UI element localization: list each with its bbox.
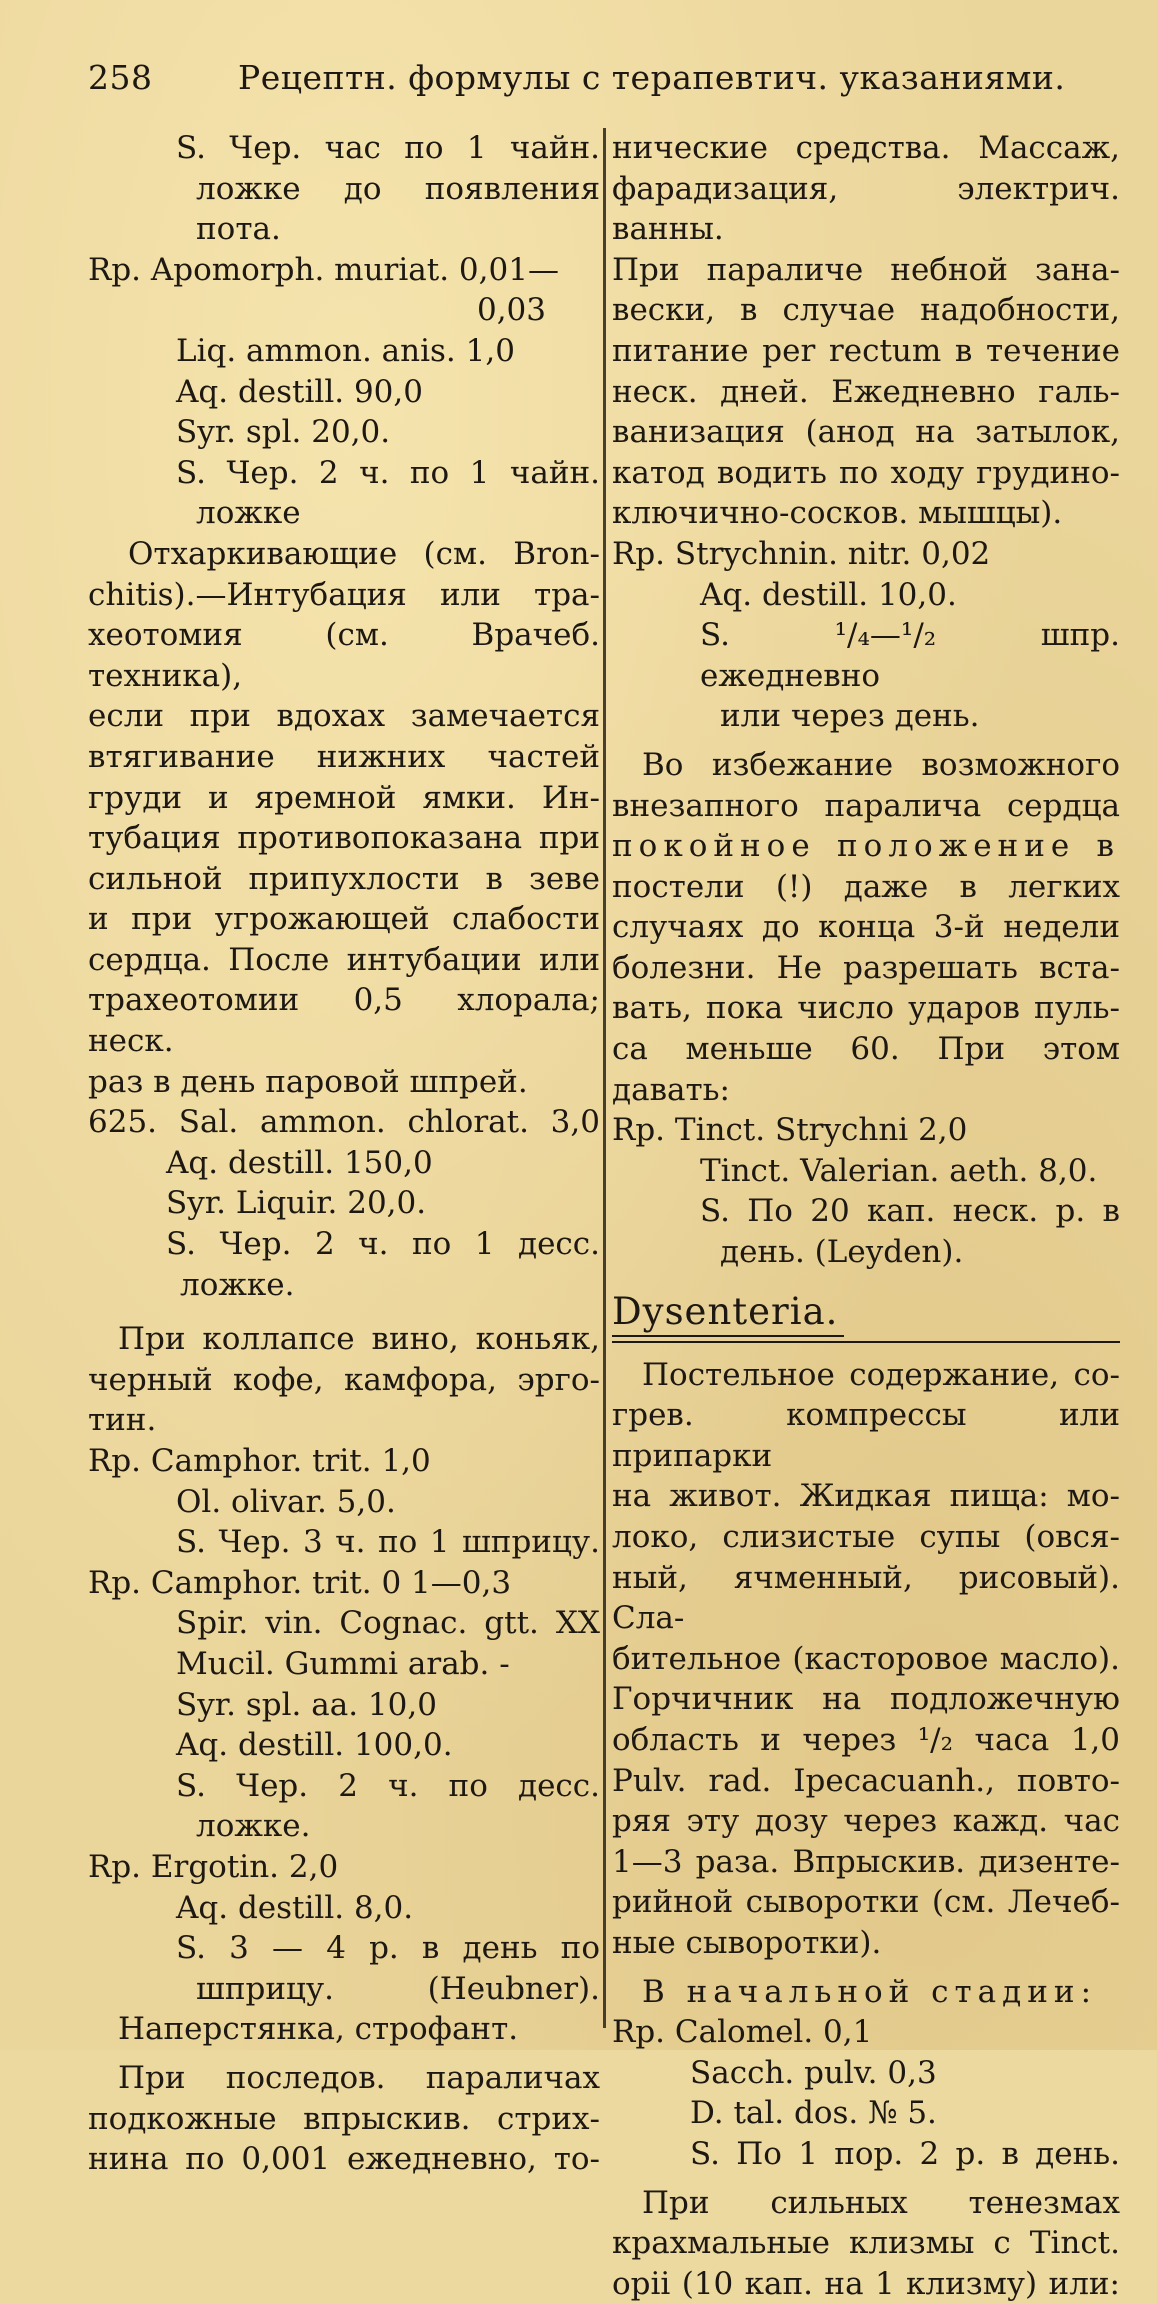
text-line: область и через ¹/₂ часа 1,0 [612,1721,1120,1758]
column-divider [603,128,606,2028]
text-line: Rp. Camphor. trit. 1,0 [88,1443,431,1479]
text-line: локо, слизистые супы (овся- [612,1519,1120,1555]
spacer [612,1964,1120,1972]
text-line: болезни. Не разрешать вста- [612,949,1120,986]
text-line: S. Чер. час по 1 чайн. [176,130,600,166]
text-line: S. Чер. 2 ч. по 1 чайн. [176,454,600,491]
text-line: шприцу. (Heubner). [196,1970,600,2007]
text-line: пота. [196,211,281,248]
text-line: При сильных тенезмах [642,2184,1120,2221]
text-line: Syr. spl. 20,0. [176,414,391,451]
text-line: 625. Sal. ammon. chlorat. 3,0 [88,1104,600,1141]
text-line: Sacch. pulv. 0,3 [690,2054,937,2091]
text-line: Mucil. Gummi arab. - [176,1645,510,1682]
section-title: Dysenteria. [612,1289,844,1337]
text-line: D. tal. dos. № 5. [690,2095,937,2132]
spacer [88,1305,600,1319]
text-line: бительное (касторовое масло). [612,1640,1120,1677]
text-line: втягивание нижних частей [88,738,600,775]
right-column-top-text [612,128,1120,1273]
text-line: тубация противопоказана при [88,820,600,857]
running-title: Рецептн. формулы с терапевтич. указаниями. [238,58,1066,97]
text-line: внезапного паралича сердца [612,787,1120,824]
text-line: грев. компрессы или припарки [612,1397,1120,1474]
text-line: подкожные впрыскив. стрих- [88,2100,600,2137]
page-header [88,58,1088,108]
text-line: S. Чер. 3 ч. по 1 шприцу. [176,1524,600,1561]
text-line: хеотомия (см. Врачеб. техника), [88,617,600,694]
text-line: ные сыворотки). [612,1924,882,1961]
text-line: Rp. Ergotin. 2,0 [88,1848,339,1885]
text-line: Aq. destill. 100,0. [176,1727,453,1764]
text-line: Отхаркивающие (см. Bron- [128,535,600,572]
text-line: Tinct. Valerian. aeth. 8,0. [700,1152,1098,1189]
text-line: 0,03 [476,292,546,329]
text-line: катод водить по ходу грудино- [612,454,1120,491]
text-line: Liq. ammon. anis. 1,0 [176,332,515,369]
text-line: При параличе небной зана- [612,251,1120,288]
text-line: раз в день паровой шпрей. [88,1063,528,1100]
text-line: Rp. Camphor. trit. 0 1—0,3 [88,1564,512,1601]
text-line: случаях до конца 3-й недели [612,909,1120,946]
text-line: Spir. vin. Cognac. gtt. XX [176,1605,600,1642]
text-line: крахмальные клизмы с Tinct. [612,2225,1120,2262]
right-column [612,128,1120,2304]
text-line: S. По 20 кап. неск. р. в [700,1193,1120,1230]
page-number: 258 [88,58,153,97]
text-line: S. Чер. 2 ч. по 1 десс. [166,1226,600,1263]
spacer [612,2175,1120,2183]
section-rule [612,1341,1120,1343]
text-line: груди и яремной ямки. Ин- [88,779,600,816]
text-line: сильной припухлости в зеве [88,860,600,897]
text-line: ложке. [196,1808,311,1845]
text-line: S. 3 — 4 р. в день по [176,1930,600,1967]
text-line: Rp. Calomel. 0,1 [612,2014,873,2051]
right-column-bottom-text [612,1355,1120,2304]
text-line: Pulv. rad. Ipecacuanh., повто- [612,1762,1120,1799]
text-line: са меньше 60. При этом давать: [612,1031,1120,1108]
text-line: ный, ячменный, рисовый). Сла- [612,1559,1120,1637]
text-line: 1—3 раза. Впрыскив. дизенте- [612,1843,1120,1880]
text-line: Aq. destill. 90,0 [176,373,423,410]
text-line: Syr. Liquir. 20,0. [166,1185,427,1222]
text-line: Aq. destill. 150,0 [166,1144,433,1181]
text-line: на живот. Жидкая пища: мо- [612,1478,1120,1515]
text-line: вать, пока число ударов пуль- [612,990,1120,1027]
text-line: Наперстянка, строфант. [118,2011,519,2048]
text-line: или через день. [720,698,980,735]
text-line: Syr. spl. aa. 10,0 [176,1686,437,1723]
text-line: питание per rectum в течение [612,332,1120,369]
text-line: нические средства. Массаж, [612,130,1120,166]
text-line: Aq. destill. 10,0. [700,576,957,613]
text-line: черный кофе, камфора, эрго- [88,1361,600,1398]
text-line: нина по 0,001 ежедневно, то- [88,2141,600,2178]
text-line: ложке. [180,1266,295,1303]
text-line: фарадизация, электрич. ванны. [612,170,1120,248]
text-line: В начальной стадии: [642,1973,1098,2010]
text-line: S. ¹/₄—¹/₂ шпр. ежедневно [700,617,1120,694]
text-line: Rp. Tinct. Strychni 2,0 [612,1112,968,1149]
spacer [88,2050,600,2058]
text-line: рийной сыворотки (см. Лечеб- [612,1884,1120,1921]
text-line: opii (10 кап. на 1 клизму) или: [612,2265,1120,2302]
text-line: S. Чер. 2 ч. по десс. [176,1767,600,1804]
text-line: ключично-сосков. мышцы). [612,495,1063,532]
text-line: S. По 1 пор. 2 р. в день. [690,2135,1120,2172]
text-line: сердца. После интубации или [88,941,600,978]
text-line: покойное положение в [612,828,1120,865]
text-line: постели (!) даже в легких [612,868,1120,905]
text-line: Горчичник на подложечную [612,1681,1120,1718]
text-line: ложке до появления [196,170,600,207]
text-line: тин. [88,1402,157,1439]
text-line: Ol. olivar. 5,0. [176,1483,396,1520]
text-line: вески, в случае надобности, [612,292,1120,329]
spacer [612,737,1120,745]
text-line: ложке [196,495,301,532]
text-line: Во избежание возможного [642,746,1120,783]
text-line: Постельное содержание, со- [642,1356,1120,1393]
left-column [88,128,600,2180]
text-line: и при угрожающей слабости [88,901,600,938]
text-line: Aq. destill. 8,0. [176,1889,414,1926]
text-line: день. (Leyden). [720,1234,964,1271]
text-line: При коллапсе вино, коньяк, [118,1321,600,1358]
text-line: если при вдохах замечается [88,698,600,735]
text-line: неск. дней. Ежедневно галь- [612,373,1120,410]
text-line: трахеотомии 0,5 хлорала; неск. [88,982,600,1060]
text-line: Rp. Strychnin. nitr. 0,02 [612,535,991,572]
text-line: ванизация (анод на затылок, [612,414,1120,451]
text-line: При последов. параличах [118,2059,600,2096]
text-line: Rp. Apomorph. muriat. 0,01— [88,251,559,288]
text-line: chitis).—Интубация или тра- [88,576,600,613]
section-heading-block [612,1279,1120,1343]
text-line: ряя эту дозу через кажд. час [612,1803,1120,1840]
